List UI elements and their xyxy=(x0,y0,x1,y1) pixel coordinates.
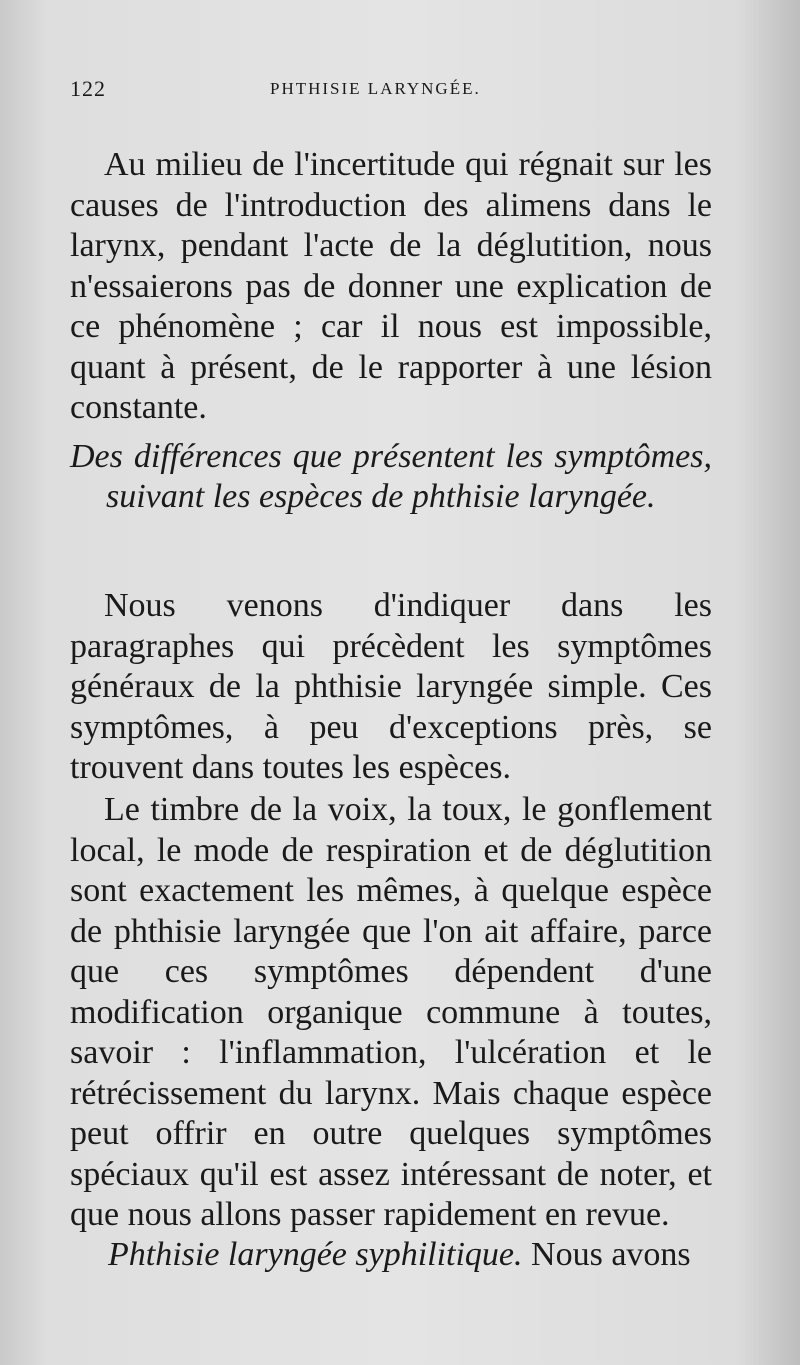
page-number: 122 xyxy=(70,76,106,101)
paragraph-4-start xyxy=(108,1235,712,1275)
paragraph-4-text: Nous avons xyxy=(522,1236,691,1273)
paragraph-3: Le timbre de la voix, la toux, le gonflement local, le mode de respiration et de déglutition sont exactement les mêmes, à quelque espèce de phthisie laryngée que l'on ait affaire, parce que ces symptômes dépendent d'une modification organique commune à toutes, savoir : l'inflammation, l'ulcération et le rétrécissement du larynx. Mais chaque espèce peut offrir en outre quelques symptômes spéciaux qu'il est assez intéressant de noter, et que nous allons passer rapidement en revue. xyxy=(70,791,712,1233)
page-header xyxy=(70,76,710,100)
running-title: PHTHISIE LARYNGÉE. xyxy=(270,79,481,98)
section-heading: Des différences que présentent les symptômes, suivant les espèces de phthisie laryngée. xyxy=(70,438,712,515)
paragraph-2: Nous venons d'indiquer dans les paragraphes qui précèdent les symptômes généraux de la phthisie laryngée simple. Ces symptômes, à peu d'exceptions près, se trouvent dans toutes les espèces. xyxy=(70,587,712,786)
subsection-title: Phthisie laryngée syphilitique. xyxy=(108,1236,523,1273)
paragraph-1: Au milieu de l'incertitude qui régnait sur les causes de l'introduction des alimens dans le larynx, pendant l'acte de la déglutition, nous n'essaierons pas de donner une explication de ce phénomène ; car il nous est impossible, quant à présent, de le rapporter à une lésion constante. xyxy=(70,146,712,426)
